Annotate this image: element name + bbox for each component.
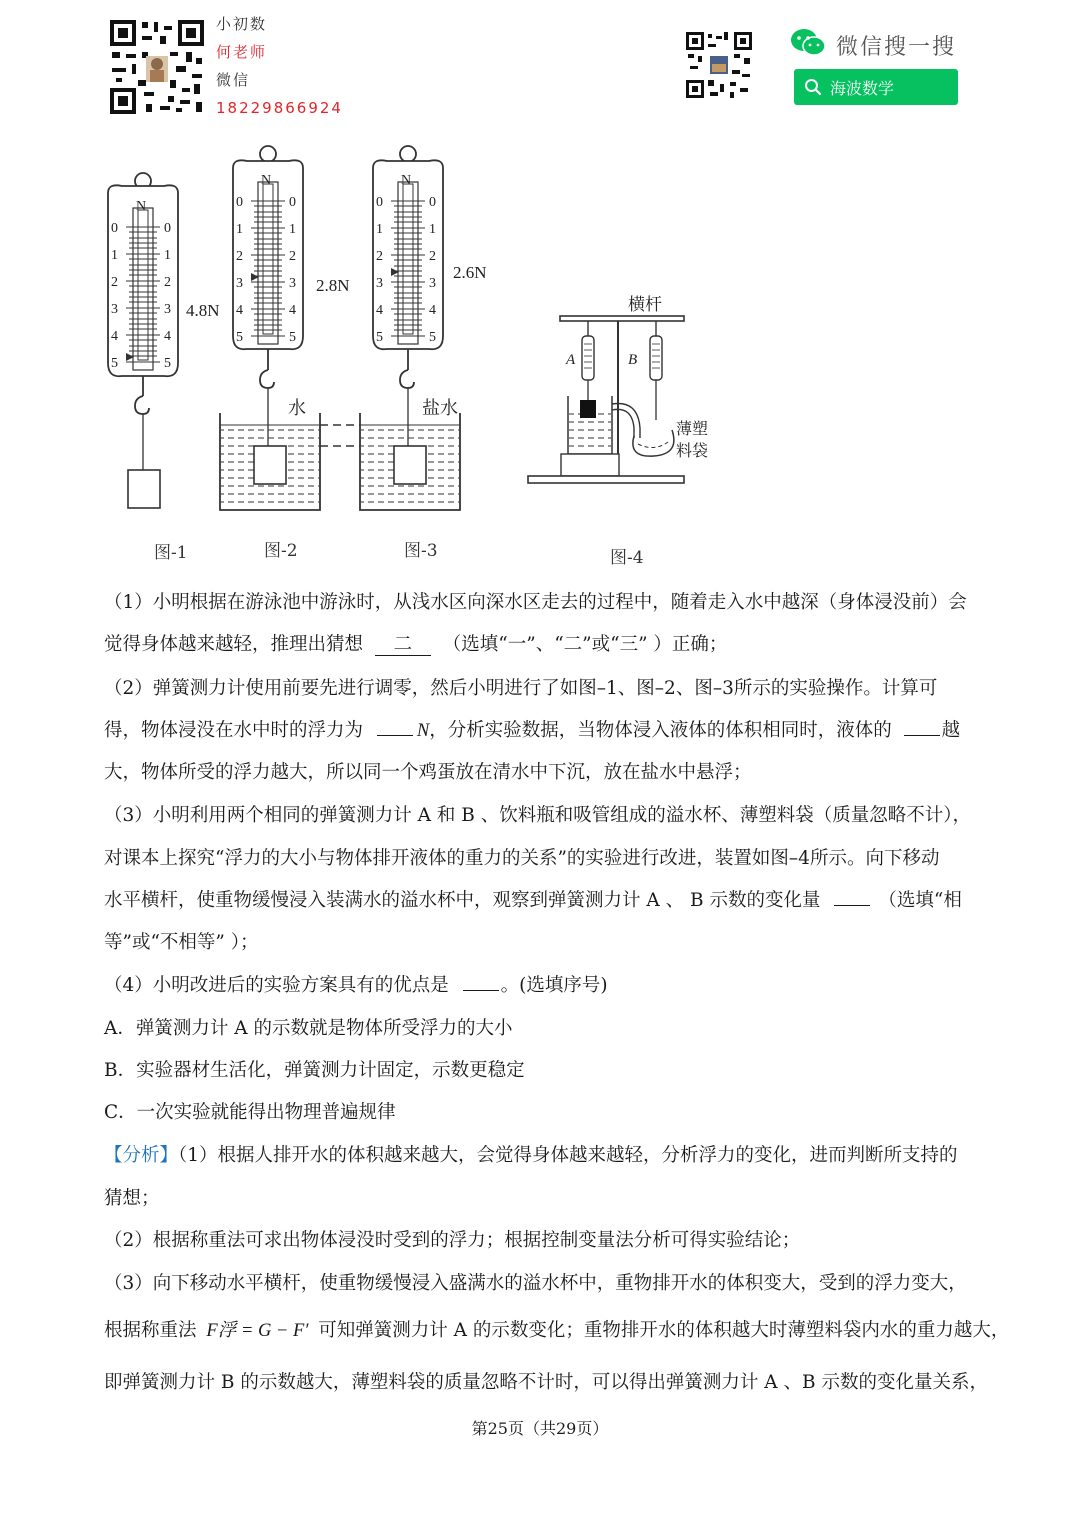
svg-text:4: 4 — [111, 329, 118, 344]
saltwater-label: 盐水 — [422, 398, 458, 418]
svg-text:1: 1 — [111, 248, 118, 263]
contact-phone: 18229866924 — [216, 99, 343, 117]
svg-text:2: 2 — [164, 275, 171, 290]
svg-text:N: N — [401, 173, 412, 188]
svg-text:5: 5 — [429, 330, 436, 345]
svg-text:0: 0 — [164, 221, 171, 236]
svg-text:2: 2 — [376, 249, 383, 264]
svg-text:0: 0 — [111, 221, 118, 236]
svg-text:3: 3 — [376, 276, 383, 291]
scale-a-label: A — [566, 352, 576, 368]
svg-text:3: 3 — [429, 276, 436, 291]
analysis-tag: 【分析】 — [104, 1145, 179, 1166]
svg-text:4: 4 — [236, 303, 243, 318]
q2-liquid-blank — [904, 735, 940, 736]
analysis-p2: （2）根据称重法可求出物体浸没时受到的浮力；根据控制变量法分析可得实验结论； — [104, 1230, 801, 1251]
svg-text:3: 3 — [111, 302, 118, 317]
q3-line1: （3）小明利用两个相同的弹簧测力计 A 和 B 、饮料瓶和吸管组成的溢水杯、薄塑料袋（质量忽略不计）， — [104, 805, 972, 826]
scale-b-label: B — [628, 352, 638, 368]
q3-line3: 水平横杆，使重物缓慢浸入装满水的溢水杯中，观察到弹簧测力计 A 、 B 示数的变化量 （选填“相 — [104, 890, 962, 911]
crossbar-label: 横杆 — [628, 295, 662, 314]
q1-line1: （1）小明根据在游泳池中游泳时，从浅水区向深水区走去的过程中，随着走入水中越深（身体浸没前）会 — [104, 592, 967, 613]
spring-scale-fig1 — [108, 173, 220, 563]
svg-text:1: 1 — [429, 222, 436, 237]
svg-text:4: 4 — [164, 329, 171, 344]
analysis-p1-line2: 猜想； — [104, 1188, 160, 1209]
svg-text:1: 1 — [164, 248, 171, 263]
q4-line1: （4）小明改进后的实验方案具有的优点是 。(选填序号) — [104, 975, 608, 996]
contact-line-2: 何老师 — [216, 43, 268, 61]
q1-answer-blank: 二 — [375, 635, 431, 656]
search-icon — [804, 78, 822, 96]
q2-buoyancy-blank — [377, 735, 413, 736]
analysis-p3-line3: 即弹簧测力计 B 的示数越大，薄塑料袋的质量忽略不计时，可以得出弹簧测力计 A 、B 示数的变化量关系， — [104, 1372, 988, 1393]
fig3-label: 图-3 — [404, 541, 438, 561]
svg-text:4: 4 — [429, 303, 436, 318]
svg-text:4: 4 — [289, 303, 296, 318]
fig3-reading: 2.6N — [453, 263, 487, 282]
wechat-search-button[interactable] — [794, 69, 958, 105]
svg-text:3: 3 — [236, 276, 243, 291]
svg-text:5: 5 — [376, 330, 383, 345]
svg-text:5: 5 — [236, 330, 243, 345]
svg-text:2: 2 — [429, 249, 436, 264]
experiment-figure — [98, 138, 718, 578]
fig1-label: 图-1 — [154, 543, 188, 563]
svg-text:5: 5 — [289, 330, 296, 345]
water-label: 水 — [288, 398, 306, 418]
option-b: B．实验器材生活化，弹簧测力计固定，示数更稳定 — [104, 1060, 525, 1081]
fig2-label: 图-2 — [264, 541, 298, 561]
q4-blank — [463, 990, 499, 991]
analysis-p3-line2: 根据称重法 F浮 = G − F′ 可知弹簧测力计 A 的示数变化；重物排开水的体积越大时薄塑料袋内水的重力越大， — [104, 1320, 1010, 1341]
qr-code-right — [684, 30, 754, 100]
svg-text:1: 1 — [376, 222, 383, 237]
svg-text:1: 1 — [236, 222, 243, 237]
svg-text:3: 3 — [289, 276, 296, 291]
option-a: A．弹簧测力计 A 的示数就是物体所受浮力的大小 — [104, 1018, 513, 1039]
plastic-bag-label: 薄塑 料袋 — [676, 421, 709, 460]
qr-code-left — [108, 18, 206, 116]
spring-scale-fig3 — [360, 146, 487, 561]
fig1-unit: N — [136, 199, 147, 214]
q3-line2: 对课本上探究“浮力的大小与物体排开液体的重力的关系”的实验进行改进，装置如图–4所示。向下移动 — [104, 848, 940, 869]
svg-text:0: 0 — [376, 195, 383, 210]
wechat-search-button-label: 海波数学 — [830, 78, 895, 98]
svg-text:2: 2 — [111, 275, 118, 290]
contact-info — [216, 10, 343, 122]
q2-line1: （2）弹簧测力计使用前要先进行调零，然后小明进行了如图–1、图–2、图–3所示的实验操作。计算可 — [104, 678, 938, 699]
svg-text:0: 0 — [236, 195, 243, 210]
contact-line-1: 小初数 — [216, 15, 268, 33]
q3-blank — [834, 905, 870, 906]
option-c: C．一次实验就能得出物理普遍规律 — [104, 1102, 396, 1123]
fig2-reading: 2.8N — [316, 276, 350, 295]
fig1-reading: 4.8N — [186, 301, 220, 320]
svg-text:3: 3 — [164, 302, 171, 317]
svg-text:N: N — [261, 173, 272, 188]
analysis-p3-line1: （3）向下移动水平横杆，使重物缓慢浸入盛满水的溢水杯中，重物排开水的体积变大，受到的浮力变大， — [104, 1273, 967, 1294]
fig4-label: 图-4 — [610, 548, 644, 568]
svg-text:0: 0 — [289, 195, 296, 210]
svg-text:0: 0 — [429, 195, 436, 210]
svg-text:5: 5 — [111, 356, 118, 371]
svg-text:1: 1 — [289, 222, 296, 237]
q3-line4: 等”或“不相等” ）； — [104, 932, 259, 953]
wechat-search-title: 微信搜一搜 — [836, 35, 957, 60]
svg-text:2: 2 — [236, 249, 243, 264]
q2-line2: 得，物体浸没在水中时的浮力为 N，分析实验数据，当物体浸入液体的体积相同时，液体的 越 — [104, 720, 961, 741]
q1-line2: 觉得身体越来越轻，推理出猜想 二 （选填“一”、“二”或“三” ）正确； — [104, 634, 728, 655]
svg-text:2: 2 — [289, 249, 296, 264]
page-footer: 第25页（共29页） — [471, 1419, 609, 1438]
svg-text:4: 4 — [376, 303, 383, 318]
analysis-p1-line1: 【分析】（1）根据人排开水的体积越来越大，会觉得身体越来越轻，分析浮力的变化，进而判断所支持的 — [104, 1145, 958, 1166]
svg-text:5: 5 — [164, 356, 171, 371]
q2-line3: 大，物体所受的浮力越大，所以同一个鸡蛋放在清水中下沉，放在盐水中悬浮； — [104, 762, 752, 783]
spring-scale-fig2 — [220, 146, 350, 561]
overflow-apparatus-fig4 — [528, 295, 712, 568]
buoyancy-formula: F浮 = G − F′ — [206, 1321, 309, 1341]
contact-line-3: 微信 — [216, 71, 251, 89]
wechat-logo-icon — [790, 28, 826, 58]
